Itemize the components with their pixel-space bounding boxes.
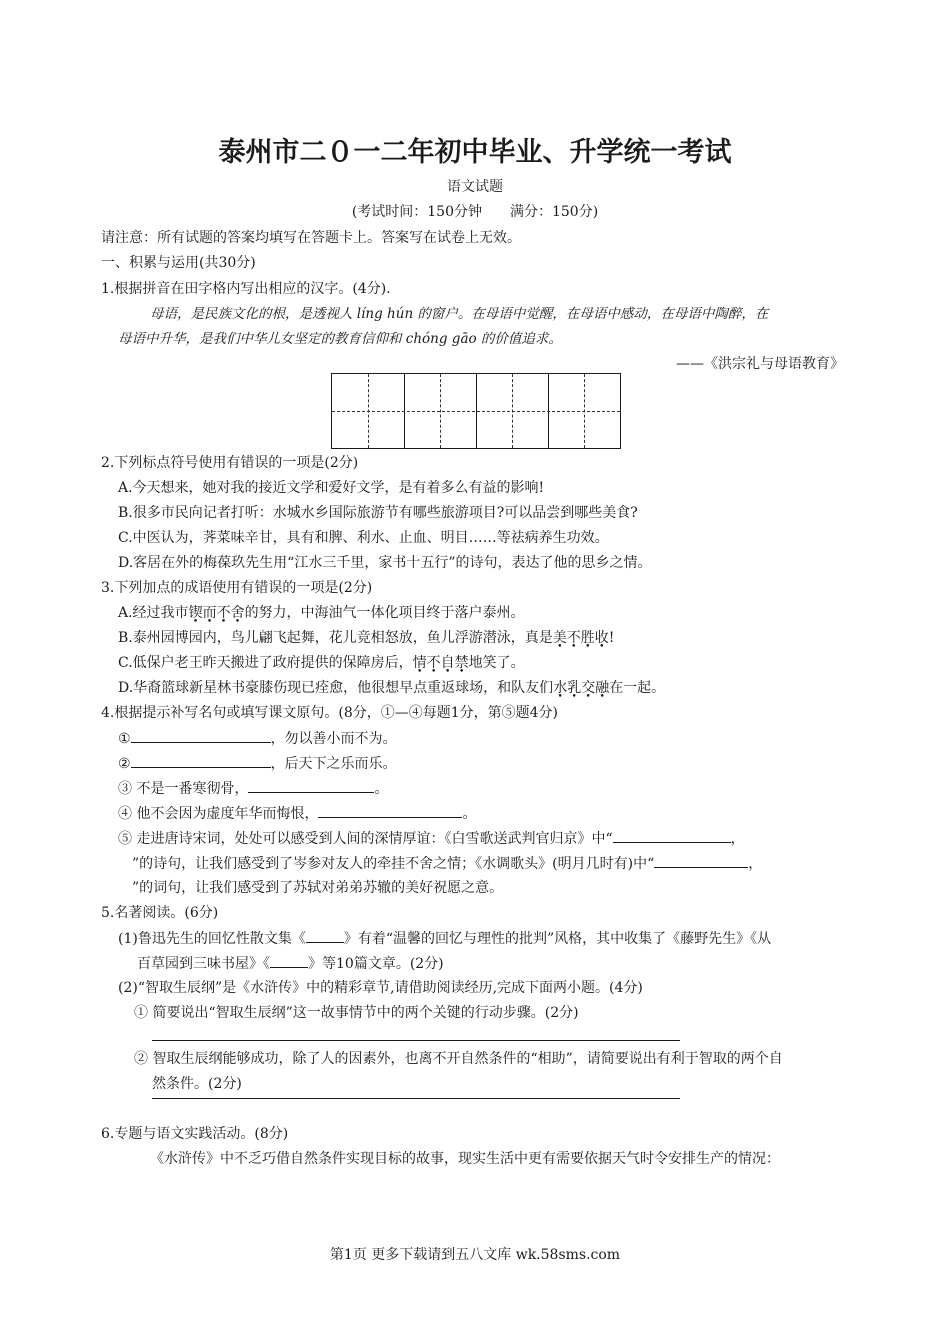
q2-stem: 2.下列标点符号使用有错误的一项是(2分) bbox=[101, 455, 359, 471]
q5-part1-line2: 百草园到三味书屋》《 》等10篇文章。(2分) bbox=[137, 953, 444, 974]
fill-blank[interactable] bbox=[654, 853, 748, 868]
q5-part2: (2)“智取生辰纲”是《水浒传》中的精彩章节,请借助阅读经历,完成下面两小题。(4分) bbox=[118, 980, 643, 996]
q3-option-b: B.泰州园博园内，鸟儿翩飞起舞，花儿竞相怒放，鱼儿浮游潜泳，真是美不胜收! bbox=[118, 630, 615, 646]
q6-stem: 6.专题与语文实践活动。(8分) bbox=[101, 1126, 289, 1142]
q5-part2-item2-line1: ② 智取生辰纲能够成功，除了人的因素外，也离不开自然条件的“相助”，请简要说出有利于智取的两个自 bbox=[134, 1051, 783, 1067]
q4-item-2: ② ，后天下之乐而乐。 bbox=[118, 753, 397, 774]
q4-item-5-line3: ”的词句，让我们感受到了苏轼对弟弟苏辙的美好祝愿之意。 bbox=[132, 880, 504, 896]
subject-label: 语文试题 bbox=[447, 179, 503, 195]
fill-blank[interactable] bbox=[318, 803, 462, 818]
q4-item-5-line1: ⑤ 走进唐诗宋词，处处可以感受到人间的深情厚谊：《白雪歌送武判官归京》中“ ， bbox=[118, 828, 745, 849]
q3-option-a: A.经过我市锲而不舍的努力，中海油气一体化项目终于落户泰州。 bbox=[118, 605, 525, 621]
q2-option-b: B.很多市民向记者打听：水城水乡国际旅游节有哪些旅游项目?可以品尝到哪些美食? bbox=[118, 505, 638, 521]
q4-item-4: ④ 他不会因为虚度年华而悔恨， 。 bbox=[118, 803, 476, 824]
answer-line[interactable] bbox=[152, 1040, 680, 1041]
answer-line[interactable] bbox=[152, 1098, 680, 1099]
q5-part1-line1: (1)鲁迅先生的回忆性散文集《 》有着“温馨的回忆与理性的批判”风格，其中收集了《藤野先生》《从 bbox=[118, 928, 771, 949]
q5-part2-item2-line2: 然条件。(2分) bbox=[152, 1076, 242, 1092]
q4-item-5-line2: ”的诗句，让我们感受到了岑参对友人的牵挂不舍之情；《水调歌头》(明月几时有)中“ ， bbox=[132, 853, 762, 874]
tianzige-grid[interactable] bbox=[331, 373, 621, 449]
fill-blank[interactable] bbox=[306, 928, 344, 943]
q6-passage-line1: 《水浒传》中不乏巧借自然条件实现目标的故事，现实生活中更有需要依据天气时令安排生产的情况： bbox=[150, 1151, 780, 1167]
q1-source: ——《洪宗礼与母语教育》 bbox=[676, 356, 844, 372]
q3-option-c: C.低保户老王昨天搬进了政府提供的保障房后，情不自禁地笑了。 bbox=[118, 655, 525, 671]
q4-item-3: ③ 不是一番寒彻骨， 。 bbox=[118, 778, 388, 799]
fill-blank[interactable] bbox=[131, 753, 271, 768]
q2-option-d: D.客居在外的梅葆玖先生用“江水三千里，家书十五行”的诗句，表达了他的思乡之情。 bbox=[118, 555, 652, 571]
q2-option-a: A.今天想来，她对我的接近文学和爱好文学，是有着多么有益的影响! bbox=[118, 480, 545, 496]
q1-passage-line2: 母语中升华，是我们中华儿女坚定的教育信仰和 chóng gāo 的价值追求。 bbox=[118, 331, 562, 347]
q5-part2-item1: ① 简要说出“智取生辰纲”这一故事情节中的两个关键的行动步骤。(2分) bbox=[134, 1005, 579, 1021]
fill-blank[interactable] bbox=[613, 828, 731, 843]
fill-blank[interactable] bbox=[270, 953, 308, 968]
fill-blank[interactable] bbox=[248, 778, 374, 793]
q4-stem: 4.根据提示补写名句或填写课文原句。(8分，①—④每题1分，第⑤题4分) bbox=[101, 705, 559, 721]
section-heading-1: 一、积累与运用(共30分) bbox=[101, 255, 256, 271]
q4-item-1: ① ，勿以善小而不为。 bbox=[118, 728, 397, 749]
q1-passage-line1: 母语，是民族文化的根，是透视人 líng hún 的窗户。在母语中觉醒，在母语中感动，在母语中陶醉，在 bbox=[150, 306, 769, 322]
q1-stem: 1.根据拼音在田字格内写出相应的汉字。(4分). bbox=[101, 281, 391, 297]
page-title: 泰州市二０一二年初中毕业、升学统一考试 bbox=[218, 137, 732, 168]
notice: 请注意：所有试题的答案均填写在答题卡上。答案写在试卷上无效。 bbox=[101, 230, 521, 246]
q3-option-d: D.华裔篮球新星林书豪膝伤现已痊愈，他很想早点重返球场，和队友们水乳交融在一起。 bbox=[118, 680, 666, 696]
fill-blank[interactable] bbox=[131, 728, 271, 743]
page-footer: 第1页 更多下载请到五八文库 wk.58sms.com bbox=[329, 1247, 621, 1263]
exam-info: (考试时间：150分钟 满分：150分) bbox=[351, 204, 599, 220]
q2-option-c: C.中医认为，荠菜味辛甘，具有和脾、利水、止血、明目……等祛病养生功效。 bbox=[118, 530, 609, 546]
q5-stem: 5.名著阅读。(6分) bbox=[101, 905, 219, 921]
q3-stem: 3.下列加点的成语使用有错误的一项是(2分) bbox=[101, 580, 373, 596]
grid-midline bbox=[332, 411, 620, 412]
